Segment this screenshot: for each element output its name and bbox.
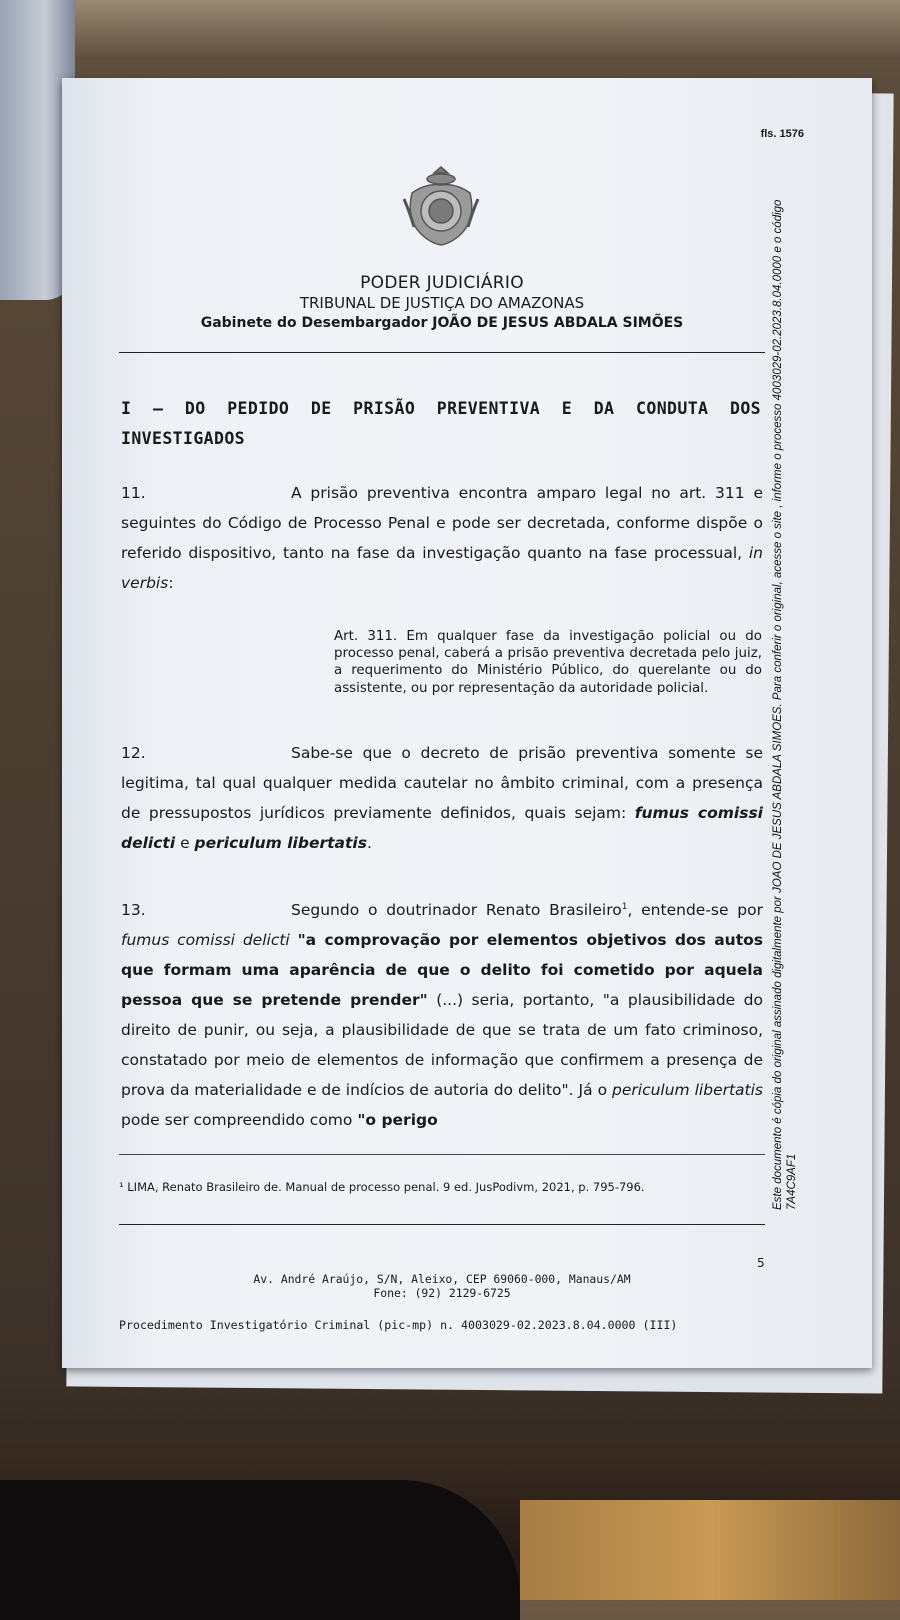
procedure-reference: Procedimento Investigatório Criminal (pic-mp) n. 4003029-02.2023.8.04.0000 (III) (119, 1318, 678, 1332)
legal-term: fumus comissi delicti (121, 931, 290, 950)
paragraph-text-end: : (168, 574, 174, 592)
paragraph-number: 13. (121, 901, 146, 920)
legal-term: periculum libertatis (612, 1081, 764, 1100)
footnote-divider (119, 1154, 765, 1155)
paragraph-text: Sabe-se que o decreto de prisão preventiva somente se legitima, tal qual qualquer medida cautelar no âmbito criminal, com a presença de pressupostos jurídicos previamente definidos, quais sejam: (121, 744, 763, 822)
digital-signature-notice (772, 90, 806, 1210)
header-line-1: PODER JUDICIÁRIO (360, 273, 524, 293)
cloth (520, 1500, 900, 1600)
footnote: ¹ LIMA, Renato Brasileiro de. Manual de processo penal. 9 ed. JusPodivm, 2021, p. 795-796. (119, 1180, 645, 1194)
signature-line-1: Este documento é cópia do original assinado digitalmente por JOAO DE JESUS ABDALA SIMOES. Para conferir o original, acesse o site , informe o processo 4003029-02.2023.8.04.0000 e o código (772, 199, 784, 1210)
background-top (0, 0, 900, 60)
paragraph-text: Segundo o doutrinador Renato Brasileiro (291, 901, 622, 920)
document-page (62, 78, 872, 1368)
paragraph-text (290, 931, 298, 949)
footnote-ref[interactable]: 1 (621, 902, 628, 912)
footer-divider (119, 1224, 765, 1225)
paragraph-text: A prisão preventiva encontra amparo legal no art. 311 e seguintes do Código de Processo Penal e pode ser decretada, conforme dispõe o referido dispositivo, tanto na fase da investigação quanto na fase processual, (121, 484, 763, 562)
legal-term: periculum libertatis (194, 834, 367, 852)
bold-quote: "o perigo (357, 1111, 438, 1130)
paragraph-number: 11. (121, 484, 146, 502)
paragraph-text: , entende-se por (627, 901, 763, 920)
phone-line: Fone: (92) 2129-6725 (373, 1286, 511, 1300)
paragraph-number: 12. (121, 744, 146, 762)
header-line-3: Gabinete do Desembargador JOÃO DE JESUS ABDALA SIMÕES (200, 315, 684, 331)
header-line-2: TRIBUNAL DE JUSTIÇA DO AMAZONAS (299, 294, 585, 312)
paragraph-italic: in verbis (121, 544, 763, 592)
paragraph-text: (...) seria, portanto, "a plausibilidade do direito de punir, ou seja, a plausibilidade de que se trata de um fato criminoso, constatado por meio de elementos de informação que confirmem a presença de prova da materialidade e de indícios de autoria do delito". Já o (121, 991, 763, 1100)
court-seal-icon (400, 163, 482, 248)
footer-address (119, 1272, 765, 1300)
paragraph-text: pode ser compreendido como (121, 1111, 358, 1130)
section-title: I – DO PEDIDO DE PRISÃO PREVENTIVA E DA CONDUTA DOS INVESTIGADOS (121, 399, 761, 448)
folio-number: fls. 1576 (760, 128, 804, 140)
paragraph-text-end: . (366, 834, 372, 852)
legal-quote: Art. 311. Em qualquer fase da investigação policial ou do processo penal, caberá a prisão preventiva decretada pelo juiz, a requerimento do Ministério Público, do querelante ou do assistente, ou por representação da autoridade policial. (334, 629, 762, 696)
header-divider (119, 352, 765, 353)
paragraph-11 (121, 478, 763, 598)
connector: e (175, 834, 195, 852)
shadow-shape (0, 1480, 520, 1620)
bold-quote: "a comprovação por elementos objetivos dos autos que formam uma aparência de que o delito foi cometido por aquela pessoa que se pretende prender" (121, 931, 763, 1010)
document-header (112, 273, 772, 333)
page-number: 5 (757, 1256, 765, 1270)
signature-code: 7A4C9AF1 (785, 1153, 798, 1210)
paragraph-12 (121, 738, 763, 858)
legal-term: fumus comissi delicti (121, 804, 763, 852)
address-line: Av. André Araújo, S/N, Aleixo, CEP 69060-000, Manaus/AM (253, 1272, 631, 1286)
paragraph-13 (121, 892, 763, 1135)
